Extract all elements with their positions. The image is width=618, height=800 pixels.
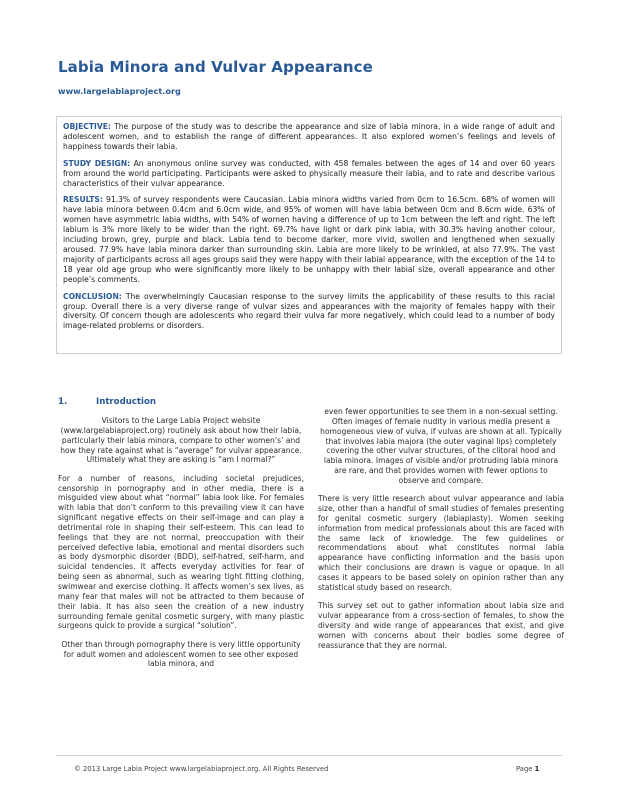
- left-paragraph: Other than through pornography there is very little opportunity for adult women and adolescent women to see other exposed labia minora, and: [61, 639, 301, 669]
- left-paragraph: For a number of reasons, including societal prejudices, censorship in pornography and in other media, there is a misguided view about what “normal” labia look like. For females with labia that don’t conform to this prevailing view it can have significant negative effects on their self-image and can play a detrimental role in shaping their self-esteem. This can lead to feelings that they are not normal, preoccupation with their perceived defective labia, emotional and mental disorders such as body dysmorphic disorder (BDD), self-hatred, self-harm, and suicidal tendencies. It affects everyday activities for fear of being seen as abnormal, such as wearing tight fitting clothing, swimwear and exercise clothing. It affects women’s sex lives, as many fear that males will not be attracted to them because of their labia. It has also seen the creation of a new industry surrounding female genital cosmetic surgery, with many plastic surgeons quick to provide a surgical “solution”.: [58, 473, 304, 631]
- document-title: Labia Minora and Vulvar Appearance: [58, 58, 373, 76]
- conclusion-label: CONCLUSION:: [63, 291, 122, 301]
- right-column: [318, 407, 564, 659]
- section-title: Introduction: [96, 397, 157, 407]
- right-paragraph: There is very little research about vulvar appearance and labia size, other than a handful of small studies of females presenting for genital cosmetic surgery (labiaplasty). Women seeking information from medical professionals about this are faced with the same lack of knowledge. The few guidelines or recommendations about what constitutes normal labia appearance have conflicting information and the basis upon which their conclusions are drawn is vague or opaque. In all cases it appears to be based solely on opinion rather than any statistical study based on research.: [318, 494, 564, 592]
- page-label: Page: [516, 765, 533, 773]
- abstract-results: [63, 195, 555, 284]
- right-paragraph: even fewer opportunities to see them in a non-sexual setting. Often images of female nudity in various media present a homogeneous view of vulva, if vulvas are shown at all. Typically that involves labia majora (the outer vaginal lips) completely covering the other vulvar structures, of the clitoral hood and labia minora. Images of visible and/or protruding labia minora are rare, and that provides women with fewer options to observe and compare.: [320, 407, 562, 485]
- footer-copyright: © 2013 Large Labia Project www.largelabiaproject.org. All Rights Reserved: [74, 765, 329, 773]
- page-number: 1: [534, 765, 540, 773]
- section-number: 1.: [58, 397, 68, 407]
- left-paragraph: Visitors to the Large Labia Project website (www.largelabiaproject.org) routinely ask about how their labia, particularly their labia minora, compare to other women’s’ and how they rate against what is “average” for vulvar appearance. Ultimately what they are asking is “am I normal?”: [60, 416, 302, 465]
- footer-divider: [56, 755, 562, 756]
- objective-text: The purpose of the study was to describe the appearance and size of labia minora, in a wide range of adult and adolescent women, and to establish the range of different appearances. It also explored women’s feelings and levels of happiness towards their labia.: [63, 122, 555, 151]
- right-paragraph: This survey set out to gather information about labia size and vulvar appearance from a cross-section of females, to show the diversity and wide range of appearances that exist, and give women with concerns about their bodies some degree of reassurance that they are normal.: [318, 601, 564, 650]
- objective-label: OBJECTIVE:: [63, 122, 111, 131]
- abstract-study-design: [63, 159, 555, 189]
- abstract-objective: [63, 122, 555, 152]
- study-design-text: An anonymous online survey was conducted, with 458 females between the ages of 14 and over 60 years from around the world participating. Participants were asked to physically measure their labia, and to rate and describe various characteristics of their vulvar appearance.: [63, 158, 555, 188]
- abstract-box: [56, 116, 562, 354]
- website-url: www.largelabiaproject.org: [58, 86, 181, 96]
- left-column: [58, 416, 304, 678]
- section-heading: [58, 397, 156, 407]
- results-label: RESULTS:: [63, 195, 103, 205]
- study-design-label: STUDY DESIGN:: [63, 158, 131, 168]
- abstract-conclusion: [63, 292, 555, 332]
- results-text: 91.3% of survey respondents were Caucasian. Labia minora widths varied from 0cm to 16.5cm. 68% of women will have labia minora between 0.4cm and 6.0cm wide, and 95% of women will have labia between 0cm and 8.6cm wide. 63% of women have asymmetric labia widths, with 54% of women having a difference of up to 1cm between the left and right. The left labium is 3% more likely to be wider than the right. 69.7% have light or dark pink labia, with 30.3% having another colour, including brown, grey, purple and black. Labia tend to become darker, more vivid, swollen and lengthened when sexually aroused. 77.9% have labia minora darker than surrounding skin. Labia are more likely to be wrinkled, at also 77.9%. The vast majority of participants across all ages groups said they were happy with their labial appearance, with the exception of the 14 to 18 year old age group who were significantly more likely to be unhappy with their labial size, overall appearance and other people’s comments.: [63, 195, 555, 284]
- footer-page: [516, 765, 539, 773]
- conclusion-text: The overwhelmingly Caucasian response to the survey limits the applicability of these results to this racial group. Overall there is a very diverse range of vulvar sizes and appearances with the majority of females happy with their diversity. Of concern though are adolescents who regard their vulva far more negatively, which could lead to a number of body image-related problems or disorders.: [63, 291, 556, 331]
